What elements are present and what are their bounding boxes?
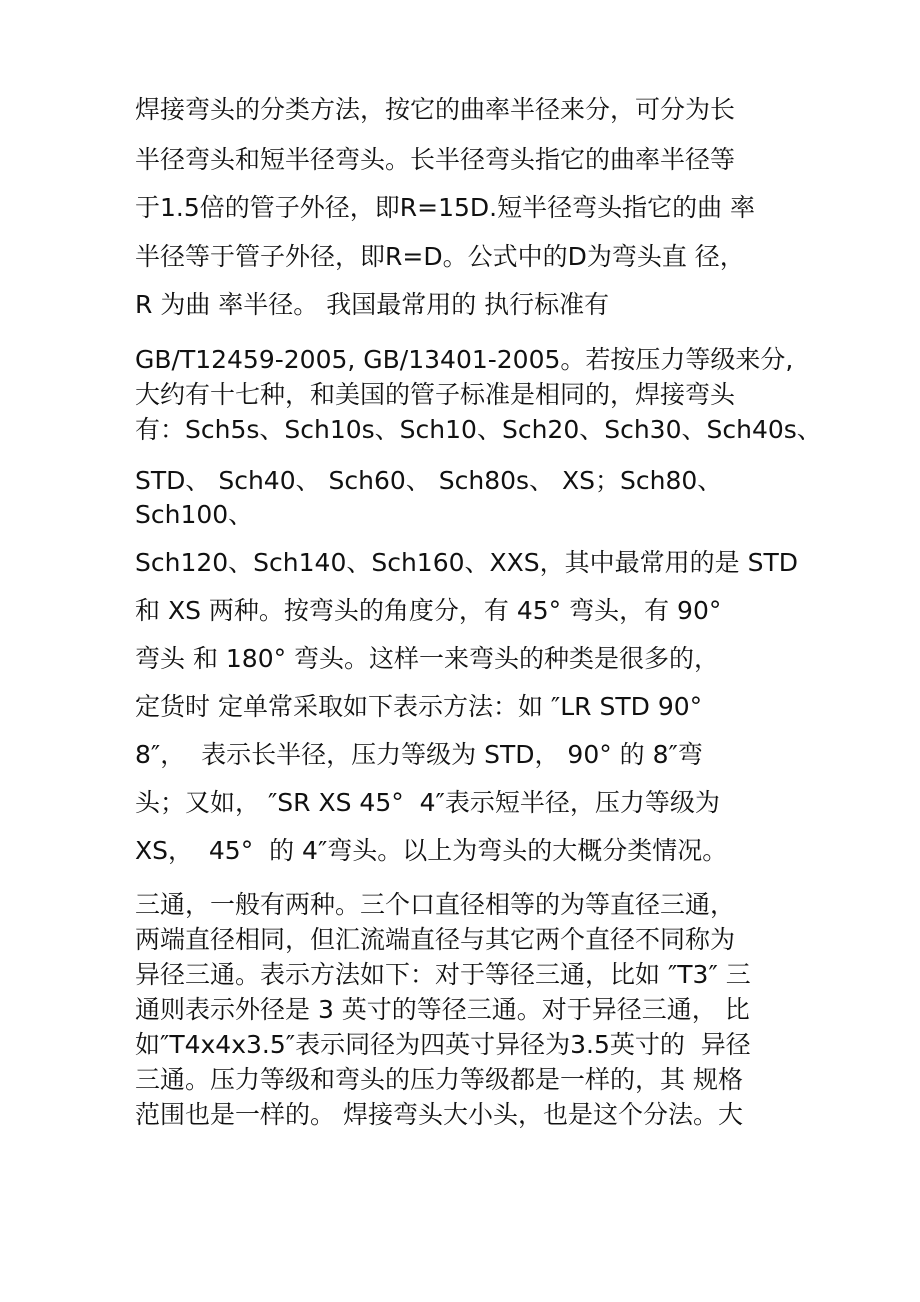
text-line: 弯头 和 180° 弯头。这样一来弯头的种类是很多的，: [135, 644, 720, 673]
text-line: 半径等于管子外径，即R=D。公式中的D为弯头直 径，: [135, 242, 745, 271]
text-line: 焊接弯头的分类方法，按它的曲率半径来分，可分为长: [135, 95, 736, 124]
text-line: STD、 Sch40、 Sch60、 Sch80s、 XS；Sch80、: [135, 466, 723, 495]
text-line: 8″， 表示长半径，压力等级为 STD， 90° 的 8″弯: [135, 740, 703, 769]
text-line: 有：Sch5s、Sch10s、Sch10、Sch20、Sch30、Sch40s、: [135, 415, 822, 444]
text-line: 如″T4x4x3.5″表示同径为四英寸异径为3.5英寸的 异径: [135, 1030, 751, 1059]
text-line: XS， 45° 的 4″弯头。以上为弯头的大概分类情况。: [135, 836, 728, 865]
text-line: GB/T12459-2005, GB/13401-2005。若按压力等级来分,: [135, 345, 794, 374]
text-line: 三通。压力等级和弯头的压力等级都是一样的，其 规格: [135, 1065, 743, 1094]
text-line: 两端直径相同，但汇流端直径与其它两个直径不同称为: [135, 925, 736, 954]
text-line: 头；又如， ″SR XS 45° 4″表示短半径，压力等级为: [135, 788, 720, 817]
text-line: 定货时 定单常采取如下表示方法：如 ″LR STD 90°: [135, 692, 703, 721]
text-line: 异径三通。表示方法如下：对于等径三通，比如 ″T3″ 三: [135, 960, 751, 989]
text-line: 半径弯头和短半径弯头。长半径弯头指它的曲率半径等: [135, 145, 736, 174]
text-line: 于1.5倍的管子外径，即R=15D.短半径弯头指它的曲 率: [135, 193, 756, 222]
text-line: 三通，一般有两种。三个口直径相等的为等直径三通，: [135, 890, 736, 919]
text-line: 大约有十七种，和美国的管子标准是相同的，焊接弯头: [135, 380, 736, 409]
text-line: Sch100、: [135, 500, 254, 529]
text-line: 和 XS 两种。按弯头的角度分，有 45° 弯头，有 90°: [135, 596, 722, 625]
text-line: 通则表示外径是 3 英寸的等径三通。对于异径三通， 比: [135, 995, 750, 1024]
text-line: R 为曲 率半径。 我国最常用的 执行标准有: [135, 290, 610, 319]
text-line: Sch120、Sch140、Sch160、XXS，其中最常用的是 STD: [135, 548, 798, 577]
text-line: 范围也是一样的。 焊接弯头大小头，也是这个分法。大: [135, 1100, 743, 1129]
